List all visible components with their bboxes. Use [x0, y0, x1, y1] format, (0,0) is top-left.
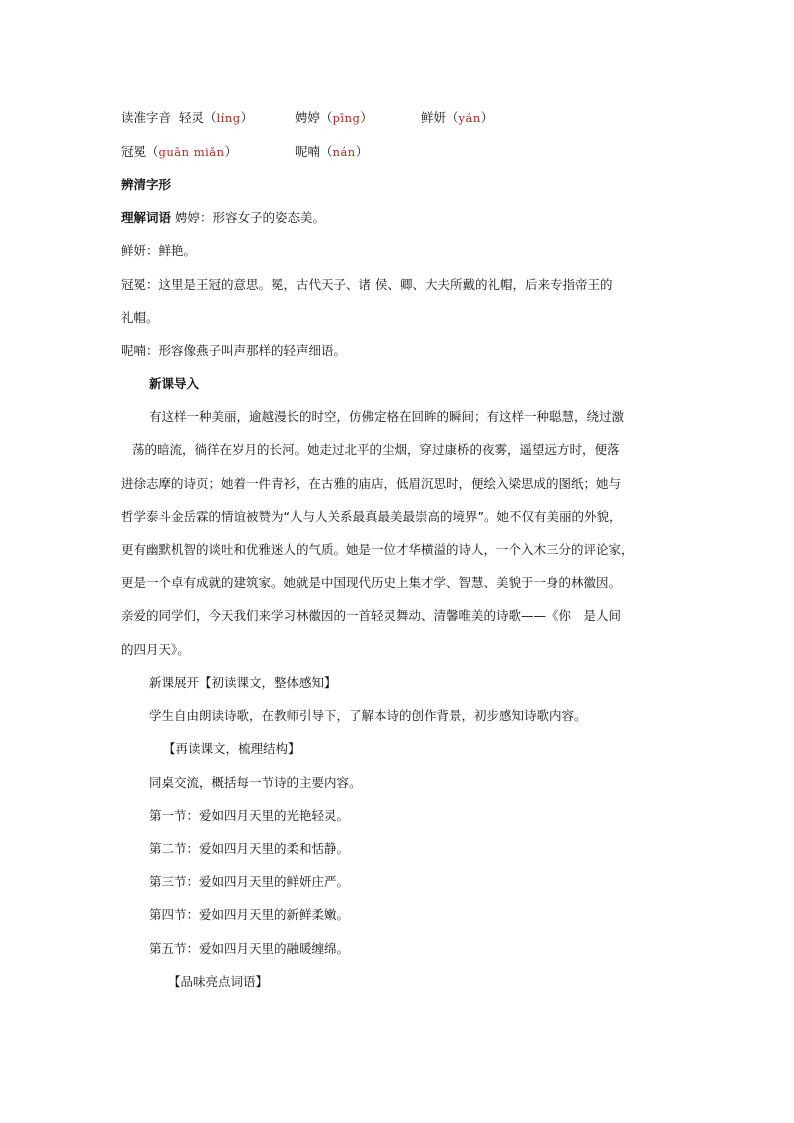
vocab-entry: 呢喃：形容像燕子叫声那样的轻声细语。: [121, 343, 347, 358]
section-summary: 第三节：爱如四月天里的鲜妍庄严。: [149, 874, 350, 889]
intro-line: 亲爱的同学们，今天我们来学习林徽因的一首轻灵舞动、清馨唯美的诗歌——《你 是人间: [121, 608, 622, 623]
vocab-word: 呢喃: [295, 144, 321, 159]
vocab-heading: 理解词语: [121, 210, 172, 225]
pinyin: nán: [332, 145, 356, 159]
vocab-entry: 理解词语 娉婷：形容女子的姿态美。: [121, 210, 326, 225]
pinyin: guān miǎn: [158, 145, 225, 159]
intro-line: 有这样一种美丽，逾越漫长的时空，仿佛定格在回眸的瞬间；有这样一种聪慧，绕过激: [149, 409, 625, 424]
pinyin: pīng: [332, 111, 361, 125]
pronunciation-item: 冠冕（guān miǎn）: [121, 144, 238, 159]
intro-line: 的四月天》。: [121, 642, 190, 657]
pronunciation-item: 鲜妍（yán）: [421, 110, 494, 125]
section-summary: 第四节：爱如四月天里的新鲜柔嫩。: [149, 907, 350, 922]
section-summary: 第五节：爱如四月天里的融暖缠绵。: [149, 941, 350, 956]
intro-line: 更有幽默机智的谈吐和优雅迷人的气质。她是一位才华横溢的诗人，一个入木三分的评论家，: [121, 542, 634, 557]
vocab-word: 轻灵: [178, 110, 204, 125]
lesson-first-read-task: 学生自由朗读诗歌，在教师引导下，了解本诗的创作背景，初步感知诗歌内容。: [149, 708, 587, 723]
lesson-discuss: 同桌交流，概括每一节诗的主要内容。: [149, 775, 362, 790]
section-summary: 第二节：爱如四月天里的柔和恬静。: [149, 841, 350, 856]
pronunciation-row-1: 读准字音 轻灵（líng）: [121, 110, 254, 125]
intro-line: 进徐志摩的诗页；她着一件青衫，在古雅的庙店，低眉沉思时，便绘入梁思成的图纸；她与: [121, 476, 622, 491]
pronunciation-item: 呢喃（nán）: [295, 144, 369, 159]
lesson-first-read: 新课展开【初读课文，整体感知】: [149, 675, 337, 690]
intro-line: 荡的暗流，徜徉在岁月的长河。她走过北平的尘烟，穿过康桥的夜雾，遥望远方时，便落: [132, 442, 620, 457]
lesson-savor-heading: 【品味亮点词语】: [168, 974, 269, 989]
vocab-entry: 鲜妍：鲜艳。: [121, 243, 197, 258]
pinyin: líng: [216, 111, 241, 125]
lesson-reread-heading: 【再读课文，梳理结构】: [163, 741, 301, 756]
section-summary: 第一节：爱如四月天里的光艳轻灵。: [149, 808, 350, 823]
vocab-word: 娉婷: [295, 110, 321, 125]
vocab-word: 冠冕: [121, 144, 147, 159]
pinyin: yán: [458, 111, 481, 125]
intro-line: 更是一个卓有成就的建筑家。她就是中国现代历史上集才学、智慧、美貌于一身的林徽因。: [121, 575, 622, 590]
vocab-word: 鲜妍: [421, 110, 447, 125]
vocab-entry: 礼帽。: [121, 310, 159, 325]
intro-heading: 新课导入: [149, 376, 200, 391]
pronunciation-heading: 读准字音: [121, 110, 172, 125]
intro-line: 哲学泰斗金岳霖的情谊被赞为“人与人关系最真最美最崇高的境界”。她不仅有美丽的外貌，: [121, 509, 622, 524]
glyphs-heading: 辨清字形: [121, 177, 172, 192]
pronunciation-item: 娉婷（pīng）: [295, 110, 373, 125]
vocab-entry: 冠冕：这里是王冠的意思。冕，古代天子、诸 侯、卿、大夫所戴的礼帽，后来专指帝王的: [121, 277, 613, 292]
